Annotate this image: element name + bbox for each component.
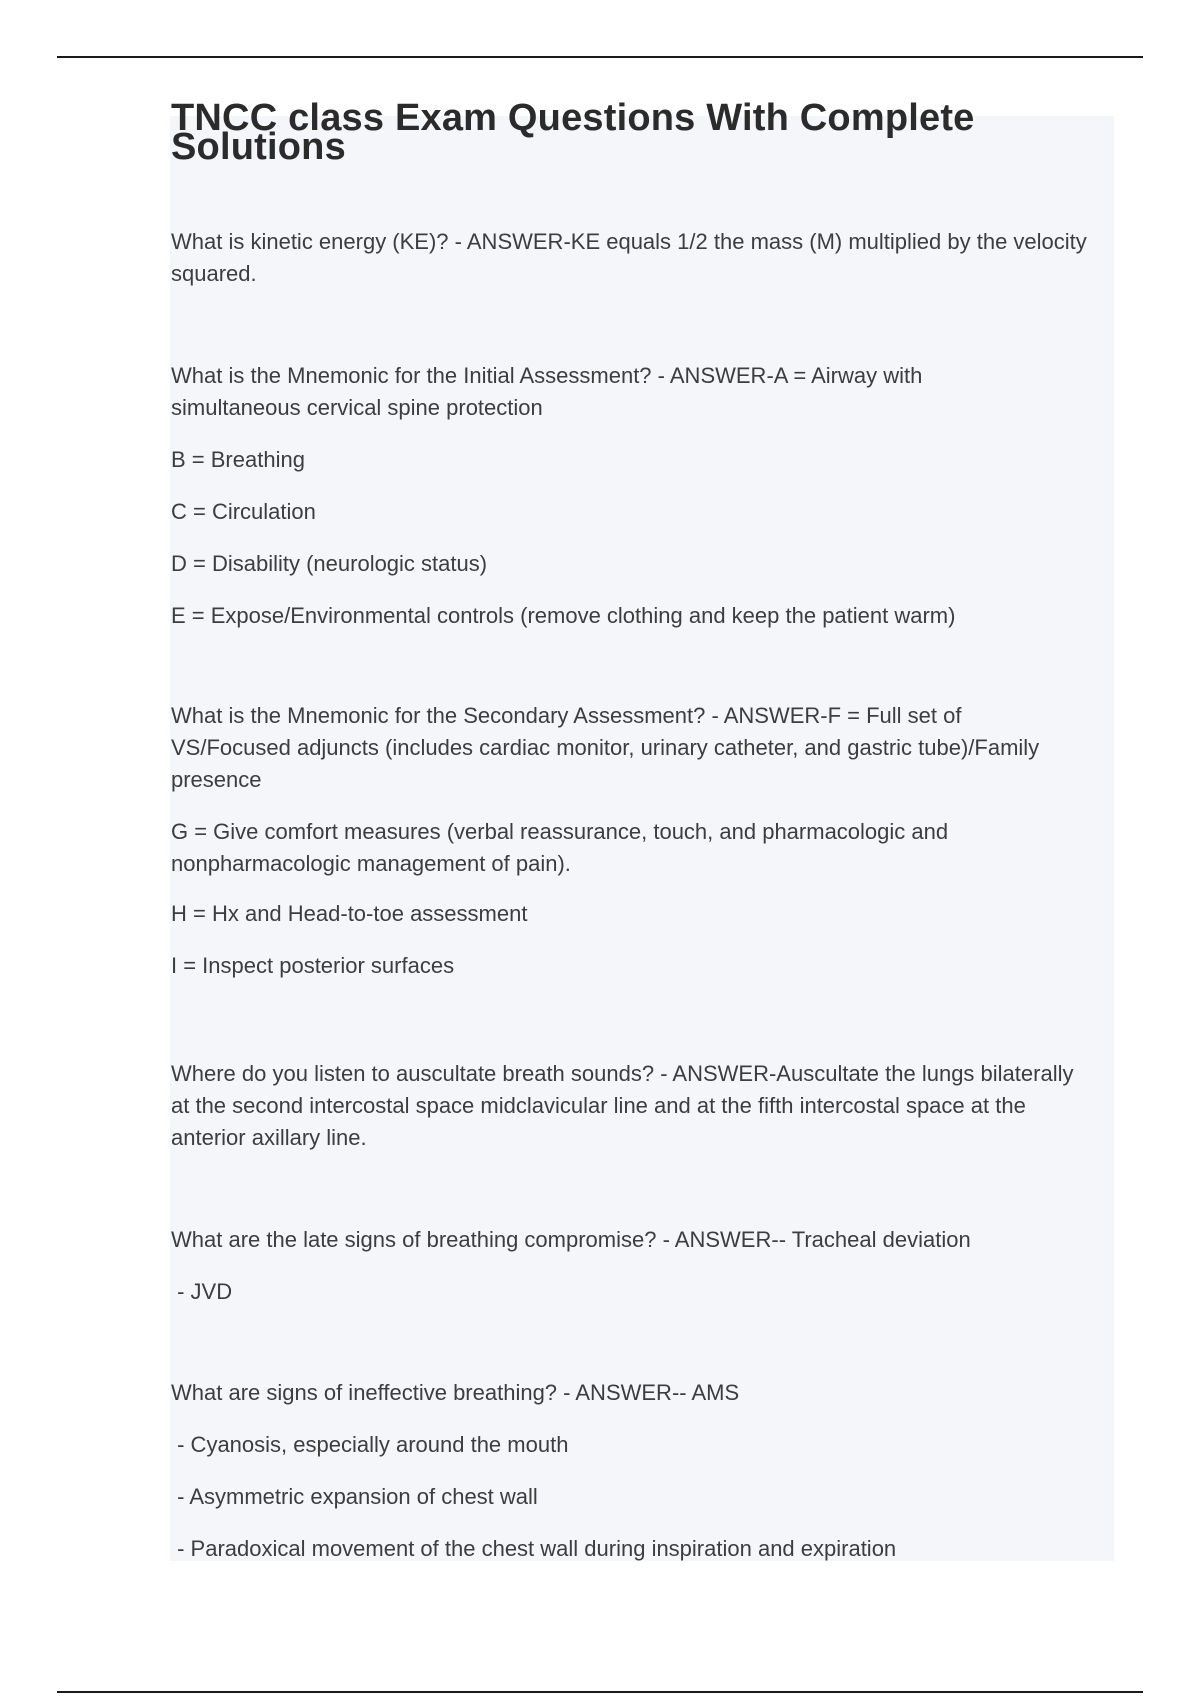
qa-item-3	[171, 700, 1071, 982]
answer-line: G = Give comfort measures (verbal reassurance, touch, and pharmacologic and nonpharmacologic management of pain).	[171, 819, 949, 876]
qa-item-5	[171, 1224, 1091, 1308]
answer-line: - Cyanosis, especially around the mouth	[171, 1432, 569, 1457]
question-text: What are the late signs of breathing compromise? - ANSWER-- Tracheal deviation	[171, 1227, 971, 1252]
qa-item-1	[171, 226, 1091, 290]
question-text: What is the Mnemonic for the Initial Assessment? - ANSWER-A = Airway with simultaneous cervical spine protection	[171, 363, 923, 420]
answer-line: - Asymmetric expansion of chest wall	[171, 1484, 538, 1509]
answer-line: I = Inspect posterior surfaces	[171, 953, 455, 978]
answer-line: H = Hx and Head-to-toe assessment	[171, 901, 528, 926]
answer-line: B = Breathing	[171, 447, 305, 472]
question-text: Where do you listen to auscultate breath sounds? - ANSWER-Auscultate the lungs bilaterally at the second intercostal space midclavicular line and at the fifth intercostal space at the anterior axillary line.	[171, 1061, 1074, 1150]
question-text: What are signs of ineffective breathing? - ANSWER-- AMS	[171, 1380, 740, 1405]
qa-item-4	[171, 1058, 1091, 1154]
question-text: What is kinetic energy (KE)? - ANSWER-KE equals 1/2 the mass (M) multiplied by the velocity squared.	[171, 229, 1087, 286]
answer-line: - Paradoxical movement of the chest wall during inspiration and expiration	[171, 1536, 897, 1561]
qa-item-2	[171, 360, 1071, 632]
document-title: TNCC class Exam Questions With Complete Solutions	[171, 97, 975, 168]
qa-item-6	[171, 1377, 1091, 1565]
answer-line: - JVD	[171, 1279, 233, 1304]
document-body	[171, 97, 1111, 1561]
answer-line: C = Circulation	[171, 499, 316, 524]
bottom-rule	[57, 1691, 1143, 1693]
answer-line: D = Disability (neurologic status)	[171, 551, 488, 576]
question-text: What is the Mnemonic for the Secondary Assessment? - ANSWER-F = Full set of VS/Focused adjuncts (includes cardiac monitor, urinary catheter, and gastric tube)/Family presence	[171, 703, 1040, 792]
answer-line: E = Expose/Environmental controls (remove clothing and keep the patient warm)	[171, 603, 956, 628]
top-rule	[57, 56, 1143, 58]
